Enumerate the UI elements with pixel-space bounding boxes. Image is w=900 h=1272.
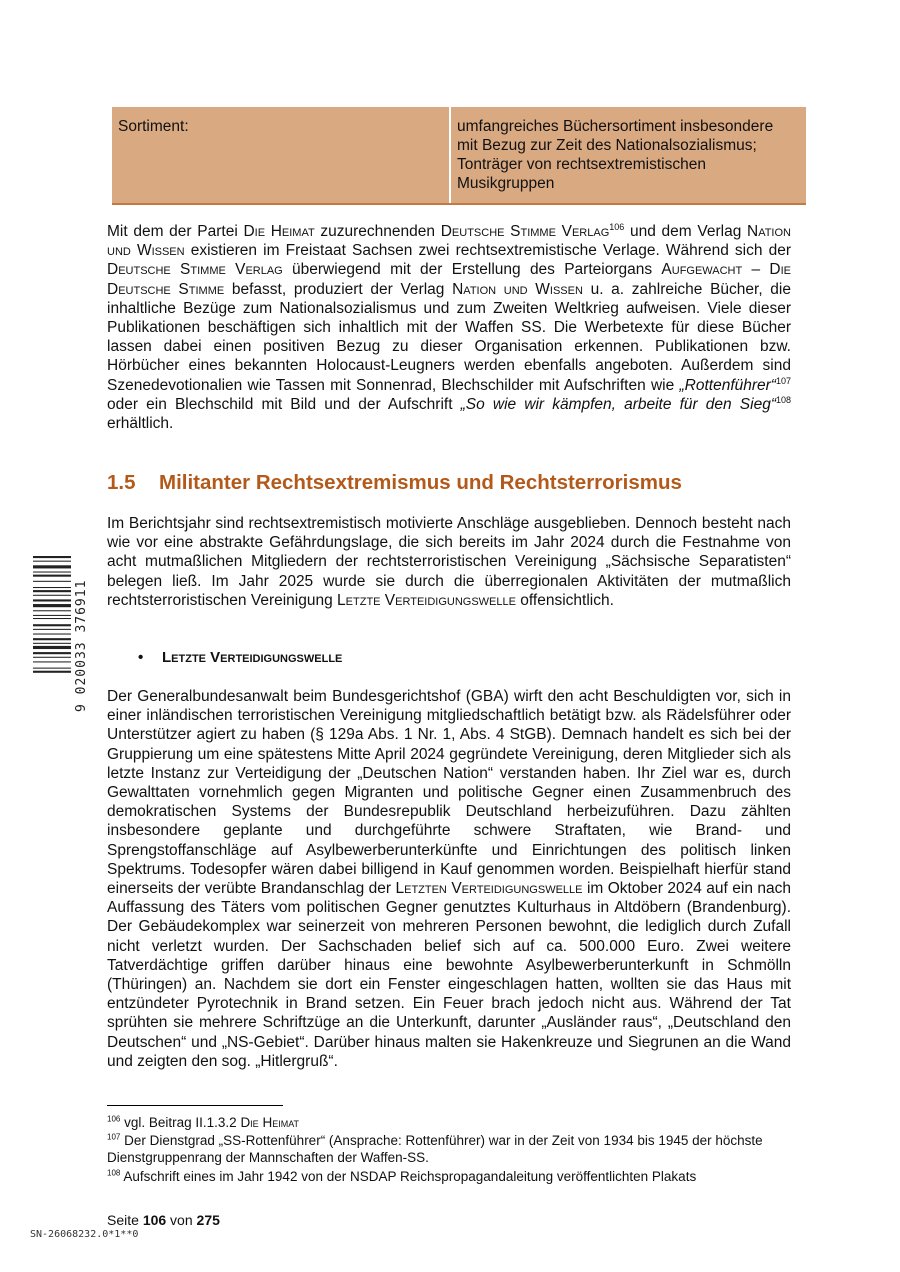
footnote-divider xyxy=(107,1105,283,1106)
current-page: 106 xyxy=(142,1212,167,1228)
text: im Oktober 2024 auf ein nach Auffassung des Täters vom politischen Gegner genutztes Kulturhaus in Altdöbern (Brandenburg). Der Gebäudekomplex war seinerzeit von mehreren Personen bewohnt, die lediglich durch Zufall nicht verletzt wurden. Der Sachschaden belief sich auf ca. 500.000 Euro. Zwei weitere Tatverdächtige griffen darüber hinaus eine bewohnte Asylbewerberunterkunft in Schmölln (Thüringen) an. Nachdem sie dort ein Fenster eingeschlagen hatten, wollten sie das Haus mit entzündeter Pyrotechnik in Brand setzen. Ein Feuer brach jedoch nicht aus. Während der Tat sprühten sie mehrere Schriftzüge an die Unterkunft, darunter „Ausländer raus“, „Deutschland den Deutschen“ und „NS-Gebiet“. Darüber hinaus malten sie Hakenkreuze und Siegrunen an die Wand und zeigten den sog. „Hitlergruß“. xyxy=(107,880,791,1070)
bullet-heading xyxy=(138,649,342,666)
text: u. a. zahlreiche Bücher, die inhaltliche Bezüge zum Nationalsozialismus und zum Zweiten Weltkrieg aufweisen. Viele dieser Publikationen beschäftigen sich inhaltlich mit der Waffen SS. Die Werbetexte für diese Bücher lassen dabei einen positiven Bezug zu dieser Organisation erkennen. Publikationen bzw. Hörbücher eines bekannten Holocaust-Leugners werden ebenfalls angeboten. Außerdem sind Szenedevotionalien wie Tassen mit Sonnenrad, Blechschilder mit Aufschriften wie xyxy=(107,280,791,394)
barcode-bar xyxy=(33,590,71,592)
table-value-line: Tonträger von rechtsextremistischen xyxy=(457,156,706,173)
barcode-bar xyxy=(33,657,71,658)
text: Der Generalbundesanwalt beim Bundesgerichtshof (GBA) wirft den acht Beschuldigten vor, sich in einer inländischen terroristischen Vereinigung mitgliedschaftlich betätigt bzw. als Rädelsführer oder Unterstützer agiert zu haben (§ 129a Abs. 1 Nr. 1, Abs. 4 StGB). Demnach handelt es sich bei der Gruppierung um eine spätestens Mitte April 2024 gegründete Vereinigung, deren Mitglieder sich als letzte Instanz zur Verteidigung der „Deutschen Nation“ verstanden haben. Ihr Ziel war es, durch Gewalttaten vornehmlich gegen Migranten und politische Gegner einen Zusammenbruch des demokratischen Systems der Bundesrepublik Deutschland herbeizuführen. Dazu zählten insbesondere geplante und durchgeführte schwere Straftaten, wie Brand- und Sprengstoffanschläge auf Asylbewerberunterkünfte und Einrichtungen des politisch linken Spektrums. Todesopfer wären dabei billigend in Kauf genommen worden. Beispielhaft hierfür stand einerseits der verübte Brandanschlag der xyxy=(107,688,791,898)
footnote-ref[interactable]: 108 xyxy=(775,394,792,405)
group-name: Letzten Verteidigungswelle xyxy=(395,880,583,898)
barcode-bar xyxy=(33,572,71,573)
party-name: Die Heimat xyxy=(240,1115,300,1130)
bullet-label: Letzte Verteidigungswelle xyxy=(162,649,343,666)
barcode-bar xyxy=(33,661,71,662)
table-value-line: mit Bezug zur Zeit des Nationalsozialismus; xyxy=(457,137,757,154)
barcode-bar xyxy=(33,668,71,669)
barcode-bar xyxy=(33,599,71,601)
main-paragraph xyxy=(107,687,791,1071)
barcode-bar xyxy=(33,618,71,619)
section-title: Militanter Rechtsextremismus und Rechtsterrorismus xyxy=(159,471,682,494)
barcode-bar xyxy=(33,671,71,673)
barcode-bar xyxy=(33,610,71,611)
footnote-number: 107 xyxy=(107,1132,121,1142)
barcode-bar xyxy=(33,565,71,568)
table-label-cell xyxy=(112,107,451,203)
section-heading xyxy=(107,471,682,495)
footnote xyxy=(107,1114,807,1131)
sortiment-table xyxy=(112,107,806,205)
group-name: Letzte Verteidigungswelle xyxy=(337,591,516,609)
footnote-number: 106 xyxy=(107,1114,121,1124)
barcode-bar xyxy=(33,561,71,562)
table-value-cell xyxy=(451,107,806,203)
footnote-text: Der Dienstgrad „SS-Rottenführer“ (Ansprache: Rottenführer) war in der Zeit von 1934 bis 1945 der höchste Dienstgruppenrang der Mannschaften der Waffen-SS. xyxy=(107,1133,763,1166)
footnote-text: vgl. Beitrag II.1.3.2 xyxy=(120,1115,241,1130)
table-value-line: Musikgruppen xyxy=(457,175,555,192)
footnote-ref[interactable]: 106 xyxy=(609,221,625,232)
table-value-line: umfangreiches Büchersortiment insbesondere xyxy=(457,118,774,135)
publisher-name: Nation und Wissen xyxy=(107,223,791,260)
footnote-number: 108 xyxy=(107,1168,121,1178)
publisher-name: Deutsche Stimme Verlag xyxy=(440,223,610,240)
barcode-bar xyxy=(33,629,71,630)
footnote-text: Aufschrift eines im Jahr 1942 von der NSDAP Reichspropagandaleitung veröffentlichten Plakats xyxy=(120,1169,697,1184)
page-prefix: Seite xyxy=(107,1212,143,1228)
section-paragraph xyxy=(107,514,791,610)
intro-paragraph xyxy=(107,222,791,433)
text: existieren im Freistaat Sachsen zwei rechtsextremistische Verlage. Während sich der xyxy=(184,242,791,260)
page-middle: von xyxy=(166,1212,197,1228)
footnote-ref[interactable]: 107 xyxy=(775,375,791,386)
footnote xyxy=(107,1168,807,1185)
page-number xyxy=(107,1212,220,1228)
barcode-bar xyxy=(33,646,71,649)
barcode-bar xyxy=(33,634,71,635)
barcode-number: 9 020033 376911 xyxy=(74,579,89,712)
text: und dem Verlag xyxy=(624,223,747,240)
barcode-bar xyxy=(33,595,71,596)
quote: „So wie wir kämpfen, arbeite für den Sieg“ xyxy=(460,395,776,413)
barcode-bar xyxy=(33,615,71,616)
barcode-bar xyxy=(33,556,71,558)
total-pages: 275 xyxy=(196,1212,220,1228)
publisher-name: Nation und Wissen xyxy=(452,280,583,298)
quote: „Rottenführer“ xyxy=(679,376,776,394)
barcode-bar xyxy=(33,581,71,582)
barcode-bar xyxy=(33,624,71,626)
footnote xyxy=(107,1132,807,1166)
barcode-image xyxy=(33,556,71,711)
text: oder ein Blechschild mit Bild und der Aufschrift xyxy=(107,395,461,413)
text: erhältlich. xyxy=(107,415,174,433)
barcode-bar xyxy=(33,652,71,654)
table-label: Sortiment: xyxy=(118,118,189,135)
publisher-name: Deutsche Stimme Verlag xyxy=(107,261,283,279)
party-name: Die Heimat xyxy=(243,223,315,240)
barcode-bar xyxy=(33,638,71,640)
text: Im Berichtsjahr sind rechtsextremistisch motivierte Anschläge ausgeblieben. Dennoch besteht nach wie vor eine abstrakte Gefährdungslage, die sich bereits im Jahr 2024 durch die Festnahme von acht mutmaßlichen Mitgliedern der rechtsterroristischen Vereinigung „Sächsische Separatisten“ belegen ließ. Im Jahr 2025 wurde sie durch die überregionalen Aktivitäten der mutmaßlich rechtsterroristischen Vereinigung xyxy=(107,515,791,609)
barcode-bar xyxy=(33,587,71,588)
document-code: SN-26068232.0*1**0 xyxy=(30,1229,139,1240)
barcode-bar xyxy=(33,604,71,607)
barcode-bar xyxy=(33,575,71,577)
text: offensichtlich. xyxy=(515,591,614,609)
bullet-dot: • xyxy=(138,649,144,666)
text: überwiegend mit der Erstellung des Parteiorgans xyxy=(282,261,662,279)
section-number: 1.5 xyxy=(107,471,136,494)
text: befasst, produziert der Verlag xyxy=(224,280,453,298)
party-organ-name: Aufgewacht – Die Deutsche Stimme xyxy=(107,261,792,298)
text: zuzurechnenden xyxy=(314,223,441,240)
text: Mit dem der Partei xyxy=(107,223,244,240)
barcode-bar xyxy=(33,643,71,644)
